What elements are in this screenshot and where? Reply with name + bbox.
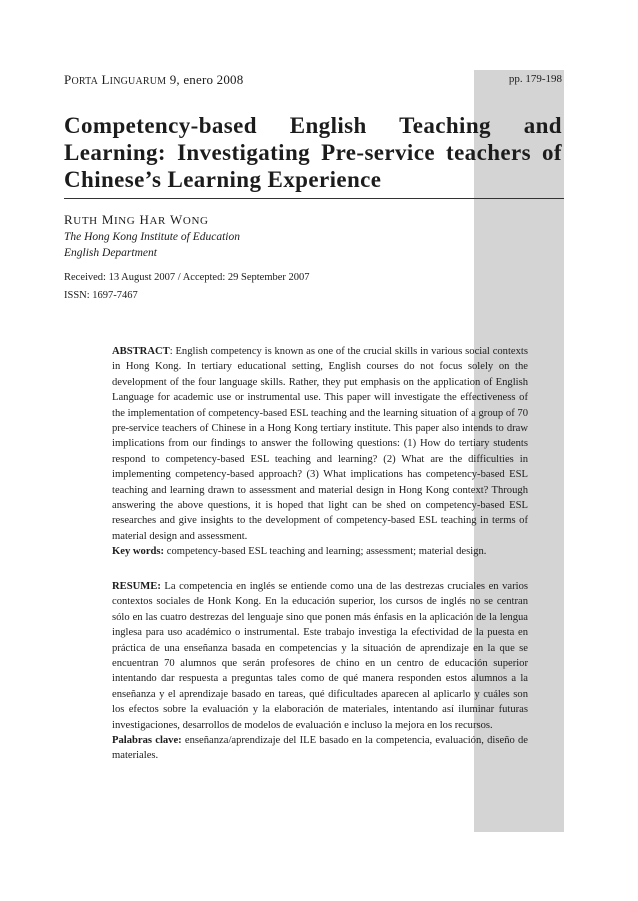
author-department: English Department [64,247,157,259]
palabras-clave-text: enseñanza/aprendizaje del ILE basado en la competencia, evaluación, diseño de materiales. [112,735,529,762]
received-accepted-dates: Received: 13 August 2007 / Accepted: 29 September 2007 [64,272,310,283]
keywords-text: competency-based ESL teaching and learning; assessment; material design. [164,546,487,558]
author-name: RUTH MING HAR WONG [64,212,209,227]
resume-text: La competencia en inglés se entiende como una de las destrezas cruciales en varios contextos sociales de Honk Kong. En la educación superior, los cursos de inglés no se centran sólo en las cuatro destrezas del lenguaje sino que ponen más énfasis en la aplicación de la lengua inglesa para uso académico o instrumental. Este trabajo investiga la efectividad de la puesta en práctica de una enseñanza basada en competencias y la situación de aprendizaje en la que se encuentran 70 alumnos que serán profesores de chino en un centro de educación superior intentando dar respuesta a preguntas tales como de qué manera responden estos alumnos a la enseñanza y el aprendizaje basado en tareas, qué dificultades aparecen al aplicarlo y cuáles son los efectos sobre la evaluación y la elaboración de materiales, intentando así iluminar futuras investigaciones, desarrollos de modelos de evaluación e incluso la mejora en los recursos. [112,581,528,731]
abstract-paragraph [112,344,528,544]
keywords-label: Key words: [112,546,165,558]
resume-section [112,579,528,764]
journal-header: PORTA LINGUARUM 9, enero 2008 [64,72,244,87]
issn: ISSN: 1697-7467 [64,290,138,301]
resume-label: RESUME: [112,581,161,592]
palabras-clave-label: Palabras clave: [112,735,182,747]
author-institution: The Hong Kong Institute of Education [64,231,241,243]
resume-paragraph [112,579,528,733]
abstract-label: ABSTRACT [112,346,170,357]
abstract-text: : English competency is known as one of the crucial skills in various social contexts in Hong Kong. In tertiary educational setting, English courses do not focus solely on the development of the four language skills. Rather, they put emphasis on the application of English Language for academic use or instrumental use. This paper will investigate the effectiveness of the implementation of competency-based ESL teaching and the learning situation of a group of 70 pre-service teachers of Chinese in a Hong Kong tertiary institute. This paper also intends to draw implications from our findings to answer the following questions: (1) How do tertiary students respond to competency-based ESL teaching and learning? (2) What are the difficulties in implementing competency-based approach? (3) What implications has competency-based ESL teaching and learning drawn to assessment and material design in Hong Kong context? Through answering the above questions, it is hoped that light can be shed on competency-based ESL researches and give insights to the development of competency-based ESL teaching in terms of material design and assessment. [112,346,528,542]
abstract-section [112,344,528,560]
title-divider [64,198,564,199]
page-range: pp. 179-198 [508,73,562,85]
abstract-keywords [112,544,528,559]
paper-title: Competency-based English Teaching and Learning: Investigating Pre-service teachers of Chinese’s Learning Experience [64,113,562,192]
resume-keywords [112,733,528,764]
